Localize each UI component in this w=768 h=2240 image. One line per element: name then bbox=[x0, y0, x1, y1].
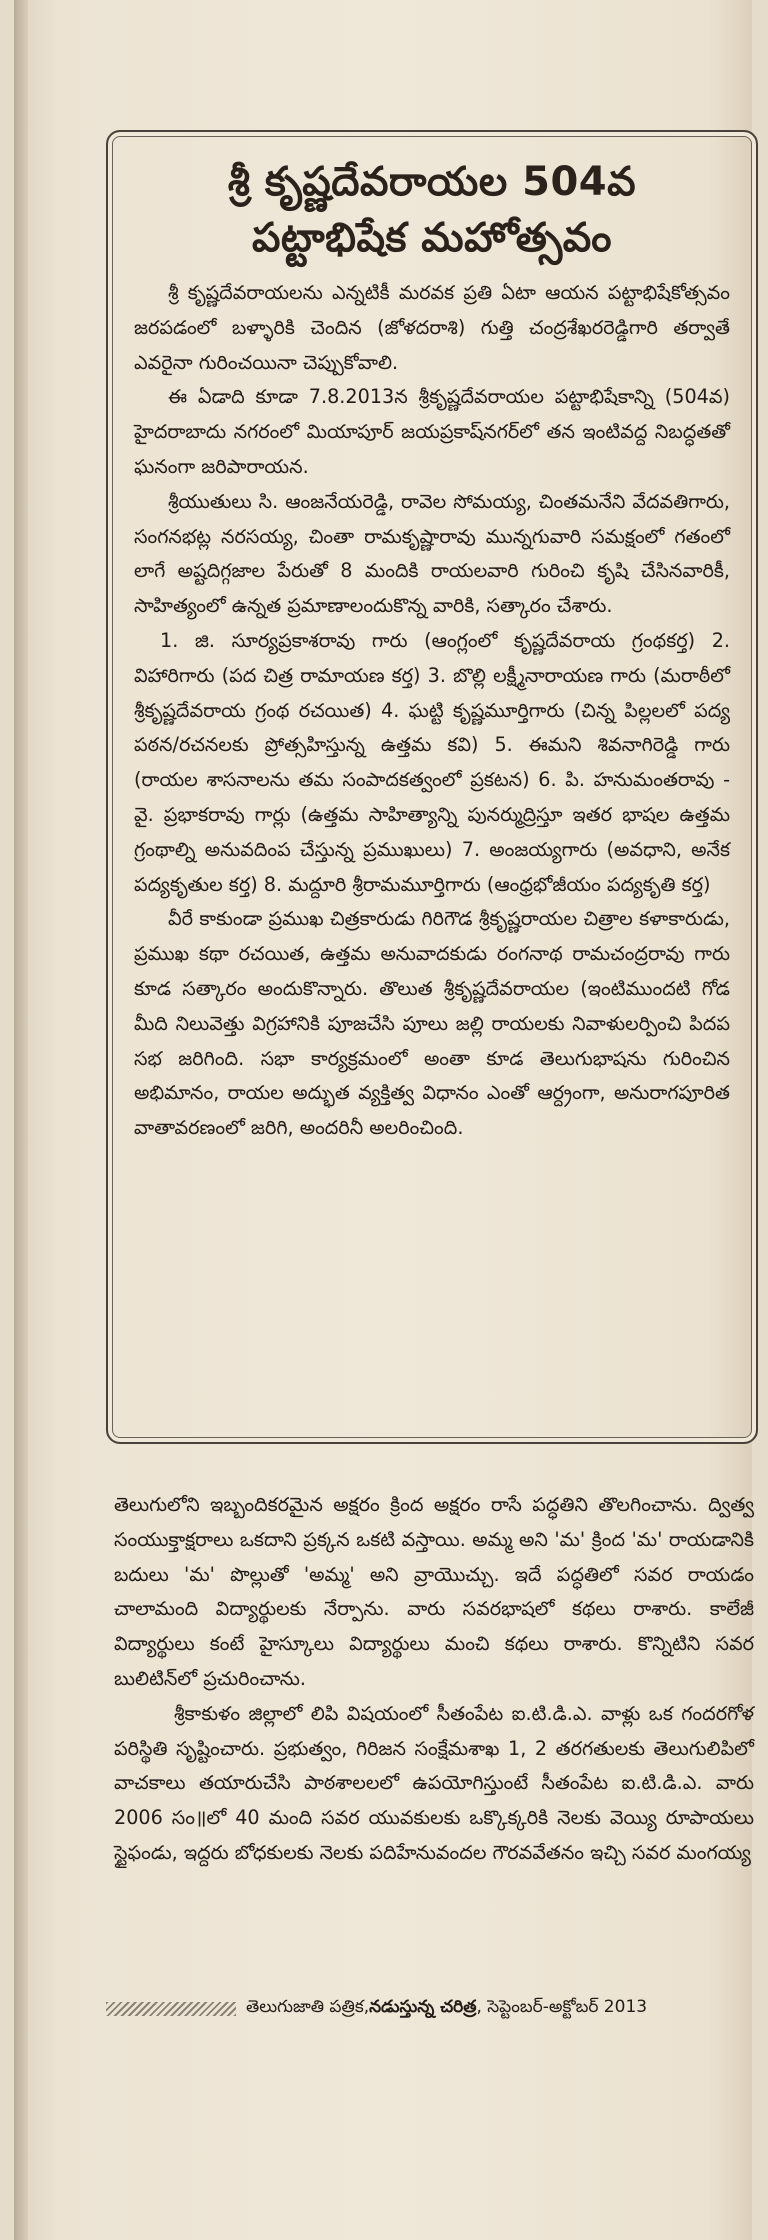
article-closing-paragraph: వీరే కాకుండా ప్రముఖ చిత్రకారుడు గిరిగౌడ శ్రీకృష్ణరాయల చిత్రాల కళాకారుడు, ప్రముఖ కథా రచయిత, ఉత్తమ అనువాదకుడు రంగనాథ రామచంద్రరావు గారు కూడ సత్కారం అందుకొన్నారు. తొలుత శ్రీకృష్ణదేవరాయల (ఇంటిముందటి గోడ మీది నిలువెత్తు విగ్రహానికి పూజచేసి పూలు జల్లి రాయలకు నివాళులర్పించి పిదప సభ జరిగింది. సభా కార్యక్రమంలో అంతా కూడ తెలుగుభాషను గురించిన అభిమానం, రాయల అద్భుత వ్యక్తిత్వ విధానం ఎంతో ఆర్ద్రంగా, అనురాగపూరిత వాతావరణంలో జరిగి, అందరినీ అలరించింది. bbox=[134, 907, 730, 1140]
title-line-2: పట్టాభిషేక మహోత్సవం bbox=[251, 215, 612, 261]
continued-paragraph-1: తెలుగులోని ఇబ్బందికరమైన అక్షరం క్రింద అక్షరం రాసే పద్ధతిని తొలగించాను. ద్విత్వ సంయుక్తాక్షరాలు ఒకదాని ప్రక్కన ఒకటి వస్తాయి. అమ్మ అని 'మ' క్రింద 'మ' రాయడానికి బదులు 'మ' పొల్లుతో 'అమ్మ' అని వ్రాయొచ్చు. ఇదే పద్ధతిలో సవర రాయడం చాలామంది విద్యార్థులకు నేర్పాను. వారు సవరభాషలో కథలు రాశారు. కాలేజీ విద్యార్థులు కంటే హైస్కూలు విద్యార్థులు మంచి కథలు రాశారు. కొన్నిటిని సవర బులిటిన్‌లో ప్రచురించాను. bbox=[114, 1493, 754, 1690]
page-fold-shadow bbox=[14, 0, 28, 2240]
article-paragraph-3: శ్రీయుతులు సి. ఆంజనేయరెడ్డి, రావెల సోమయ్య, చింతమనేని వేదవతిగారు, సంగనభట్ల నరసయ్య, చింతా రామకృష్ణారావు మున్నగువారి సమక్షంలో గతంలో లాగే అష్టదిగ్గజాల పేరుతో 8 మందికి రాయలవారి గురించి కృషి చేసినవారికీ, సాహిత్యంలో ఉన్నత ప్రమాణాలందుకొన్న వారికి, సత్కారం చేశారు. bbox=[134, 489, 730, 618]
article-paragraph-2: ఈ ఏడాది కూడా 7.8.2013న శ్రీకృష్ణదేవరాయల పట్టాభిషేకాన్ని (504వ) హైదరాబాదు నగరంలో మియాపూర్ జయప్రకాష్‌నగర్‌లో తన ఇంటివద్ద నిబద్ధతతో ఘనంగా జరిపారాయన. bbox=[134, 385, 730, 478]
continued-article bbox=[114, 1488, 754, 1871]
footer-issue-date: , సెప్టెంబర్-అక్టోబర్ 2013 bbox=[476, 1997, 648, 2017]
page-footer bbox=[106, 1994, 754, 2024]
footer-magazine-name: నడుస్తున్న చరిత్ర bbox=[369, 1997, 477, 2017]
article-body bbox=[108, 276, 756, 1146]
newspaper-page bbox=[14, 0, 752, 2240]
article-paragraph-1: శ్రీ కృష్ణదేవరాయలను ఎన్నటికీ మరవక ప్రతి ఏటా ఆయన పట్టాభిషేకోత్సవం జరపడంలో బళ్ళారికి చెందిన (జోళదరాశి) గుత్తి చంద్రశేఖరరెడ్డిగారి తర్వాతే ఎవరైనా గురించయినా చెప్పుకోవాలి. bbox=[134, 281, 730, 374]
continued-paragraph-2: శ్రీకాకుళం జిల్లాలో లిపి విషయంలో సీతంపేట ఐ.టి.డి.ఎ. వాళ్లు ఒక గందరగోళ పరిస్థితి సృష్టించారు. ప్రభుత్వం, గిరిజన సంక్షేమశాఖ 1, 2 తరగతులకు తెలుగులిపిలో వాచకాలు తయారుచేసి పాఠశాలలలో ఉపయోగిస్తుంటే సీతంపేట ఐ.టి.డి.ఎ. వారు 2006 సం॥లో 40 మంది సవర యువకులకు ఒక్కొక్కరికి నెలకు వెయ్యి రూపాయలు స్టైఫండు, ఇద్దరు బోధకులకు నెలకు పదిహేనువందల గౌరవవేతనం ఇచ్చి సవర మంగయ్య bbox=[114, 1701, 754, 1864]
title-line-1: శ్రీ కృష్ణదేవరాయల 504వ bbox=[227, 159, 637, 205]
footer-hatch-decoration bbox=[106, 2002, 236, 2016]
article-title bbox=[108, 154, 756, 266]
awardees-list: 1. జి. సూర్యప్రకాశరావు గారు (ఆంగ్లంలో కృష్ణదేవరాయ గ్రంథకర్త) 2. విహారిగారు (పద చిత్ర రామాయణ కర్త) 3. బొల్లి లక్ష్మీనారాయణ గారు (మరాఠీలో శ్రీకృష్ణదేవరాయ గ్రంథ రచయిత) 4. ఘట్టి కృష్ణమూర్తిగారు (చిన్న పిల్లలలో పద్య పఠన/రచనలకు ప్రోత్సహిస్తున్న ఉత్తమ కవి) 5. ఈమని శివనాగిరెడ్డి గారు (రాయల శాసనాలను తమ సంపాదకత్వంలో ప్రకటన) 6. పి. హనుమంతరావు - వై. ప్రభాకరావు గార్లు (ఉత్తమ సాహిత్యాన్ని పునర్ముద్రిస్తూ ఇతర భాషల ఉత్తమ గ్రంథాల్ని అనువదింప చేస్తున్న ప్రముఖులు) 7. అంజయ్యగారు (అవధాని, అనేక పద్యకృతుల కర్త) 8. మద్దూరి శ్రీరామమూర్తిగారు (ఆంధ్రభోజీయం పద్యకృతి కర్త) bbox=[134, 628, 730, 896]
footer-publication: తెలుగుజాతి పత్రిక, bbox=[246, 1997, 370, 2017]
article-box bbox=[106, 130, 758, 1444]
